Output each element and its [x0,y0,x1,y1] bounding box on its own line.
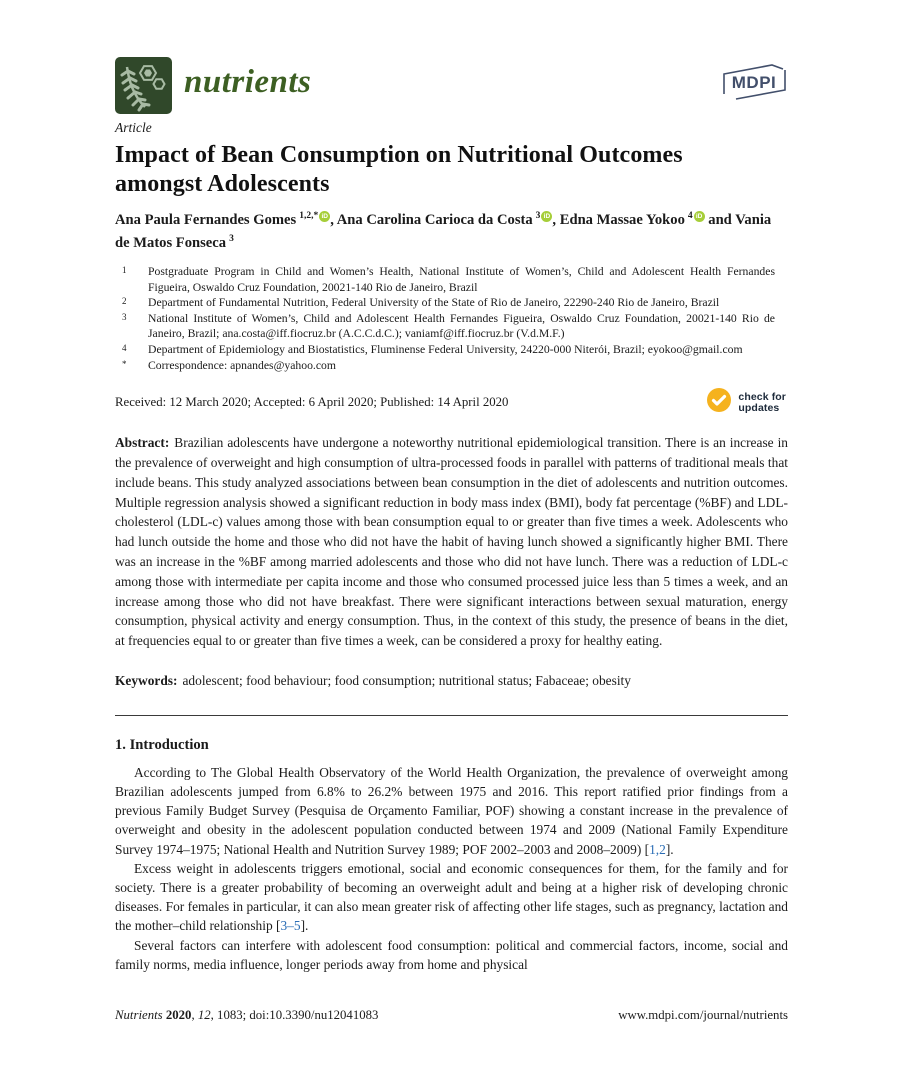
nutrients-logo-icon [115,57,172,114]
dates-row [115,387,788,418]
check-for-updates-badge[interactable] [706,387,786,418]
badge-line2: updates [738,401,780,414]
citation-link[interactable]: 1,2 [649,841,666,857]
affiliation-number: 4 [122,342,127,353]
affiliation-number: 2 [122,296,127,307]
author-name: Ana Paula Fernandes Gomes [115,212,297,228]
footer-year: 2020 [165,1008,192,1022]
paragraph-text: Excess weight in adolescents triggers emotional, social and economic consequences for them, for the family and for society. There is a greater probability of becoming an overweight adult and being at a higher risk of developing chronic diseases. For females in particular, it can also mean greater risk of affecting other life stages, such as pregnancy, lactation and the mother–child relationship [ [115,860,788,934]
footer-separator: , [191,1008,198,1022]
badge-line1: check for [738,391,786,404]
affiliation-item [115,295,775,311]
keywords-text: adolescent; food behaviour; food consumption; nutritional status; Fabaceae; obesity [182,672,631,688]
intro-paragraph [115,859,788,936]
intro-paragraph [115,763,788,859]
affiliation-text: Department of Epidemiology and Biostatistics, Fluminense Federal University, 24220-000 Niterói, Brazil; eyokoo@gmail.com [148,342,743,356]
author-line: Ana Paula Fernandes Gomes $^{1,2,*}$ iD , Ana Carolina Carioca da Costa $^3$ iD , Edna Massae Yokoo $^4$ iD and Vania de Matos Fonseca $^3$ [115,211,772,251]
footer-doi: , 1083; doi:10.3390/nu12041083 [210,1008,379,1022]
paragraph-text: According to The Global Health Observatory of the World Health Organization, the prevalence of overweight among Brazilian adolescents jumped from 6.8% to 26.2% between 1975 and 2016. This report ratified prior findings from a previous Family Budget Survey (Pesquisa de Orçamento Familiar, POF) showing a constant increase in the prevalence of overweight and obesity in the adolescent population conducted between 1974 and 2009 (National Family Expenditure Survey 1974–1975; National Health and Nutrition Survey 1989; POF 2002–2003 and 2008–2009) [ [115,764,788,857]
affiliation-list [115,264,775,373]
section-divider [115,715,788,716]
author-affiliation-sup: 3 [535,211,541,222]
abstract [115,433,788,651]
footer-journal-url[interactable]: www.mdpi.com/journal/nutrients [618,1008,788,1022]
author-affiliation-sup: 3 [229,234,234,245]
introduction-paragraphs [115,763,788,974]
abstract-label: Abstract: [115,435,170,451]
keywords [115,671,788,691]
footer-volume: 12 [197,1008,211,1022]
affiliation-text: Postgraduate Program in Child and Women’s Health, National Institute of Women’s, Child and Adolescent Health Fernandes Figueira, Oswaldo Cruz Foundation, 20021-140 Rio de Janeiro, Brazil [148,265,775,294]
affiliation-item [115,358,775,374]
author-name: Ana Carolina Carioca da Costa [336,212,533,228]
article-title: Impact of Bean Consumption on Nutritional Outcomes amongst Adolescents [115,142,683,197]
affiliation-text: Correspondence: apnandes@yahoo.com [148,358,336,372]
introduction-heading: 1. Introduction [115,736,209,753]
page-footer [115,1008,788,1023]
footer-citation [115,1008,378,1023]
affiliation-number: 3 [122,311,127,322]
check-circle-icon [706,387,732,418]
affiliation-number: * [122,358,127,369]
affiliation-item [115,342,775,358]
orcid-icon[interactable]: iD [694,211,705,222]
author-name: Edna Massae Yokoo [559,212,685,228]
article-type-label: Article [115,120,152,135]
paragraph-text: ]. [665,841,674,857]
author-name: Vania de Matos Fonseca [115,212,772,251]
citation-link[interactable]: 3–5 [280,918,301,934]
svg-text:MDPI: MDPI [731,73,777,92]
check-for-updates-label [738,392,786,413]
paragraph-text: Several factors can interfere with adolescent food consumption: political and commercial factors, income, social and family norms, media influence, longer periods away from home and physical [115,937,788,972]
keywords-label: Keywords: [115,672,178,688]
affiliation-number: 1 [122,265,127,275]
orcid-icon[interactable]: iD [319,211,330,222]
paragraph-text: ]. [300,918,309,934]
journal-name: nutrients [184,64,312,100]
journal-brand [115,57,311,114]
footer-journal-name: Nutrients [115,1008,166,1022]
affiliation-text: National Institute of Women’s, Child and Adolescent Health Fernandes Figueira, Oswaldo Cruz Foundation, 20021-140 Rio de Janeiro, Brazil; ana.costa@iff.fiocruz.br (A.C.C.d.C.); vaniamf@iff.fiocruz.br (V.d.M.F.) [148,311,775,341]
author-affiliation-sup: 1,2,* [299,211,319,222]
mdpi-logo [720,61,788,108]
dates-line: Received: 12 March 2020; Accepted: 6 April 2020; Published: 14 April 2020 [115,395,509,410]
affiliation-item [115,311,775,342]
affiliation-text: Department of Fundamental Nutrition, Federal University of the State of Rio de Janeiro, 22290-240 Rio de Janeiro, Brazil [148,296,720,310]
intro-paragraph [115,936,788,974]
orcid-icon[interactable]: iD [541,211,552,222]
affiliation-item [115,264,775,295]
author-affiliation-sup: 4 [687,211,693,222]
journal-header [115,57,788,114]
abstract-text: Brazilian adolescents have undergone a noteworthy nutritional epidemiological transition. There is an increase in the prevalence of overweight and high consumption of ultra-processed foods in parallel with patterns of traditional meals that include beans. This study analyzed associations between bean consumption in the diet of adolescents and nutrition outcomes. Multiple regression analysis showed a significant reduction in body mass index (BMI), body fat percentage (%BF) and LDL-cholesterol (LDL-c) values among those with bean consumption equal to or greater than five times a week. Adolescents who had lunch outside the home and those who did not have the habit of having lunch showed a significantly higher BMI. There was an increase in the %BF among married adolescents and those who did not have lunch. There was a reduction of LDL-c among those with intermediate per capita income and those who consumed processed juice less than 5 times a week, and an increase among those who did not have breakfast. There were significant interactions between sexual maturation, energy consumption, physical activity and energy consumption. Thus, in the context of this study, the presence of beans in the diet, at frequencies equal to or greater than five times a week, can be considered a proxy for healthy eating. [115,435,788,649]
